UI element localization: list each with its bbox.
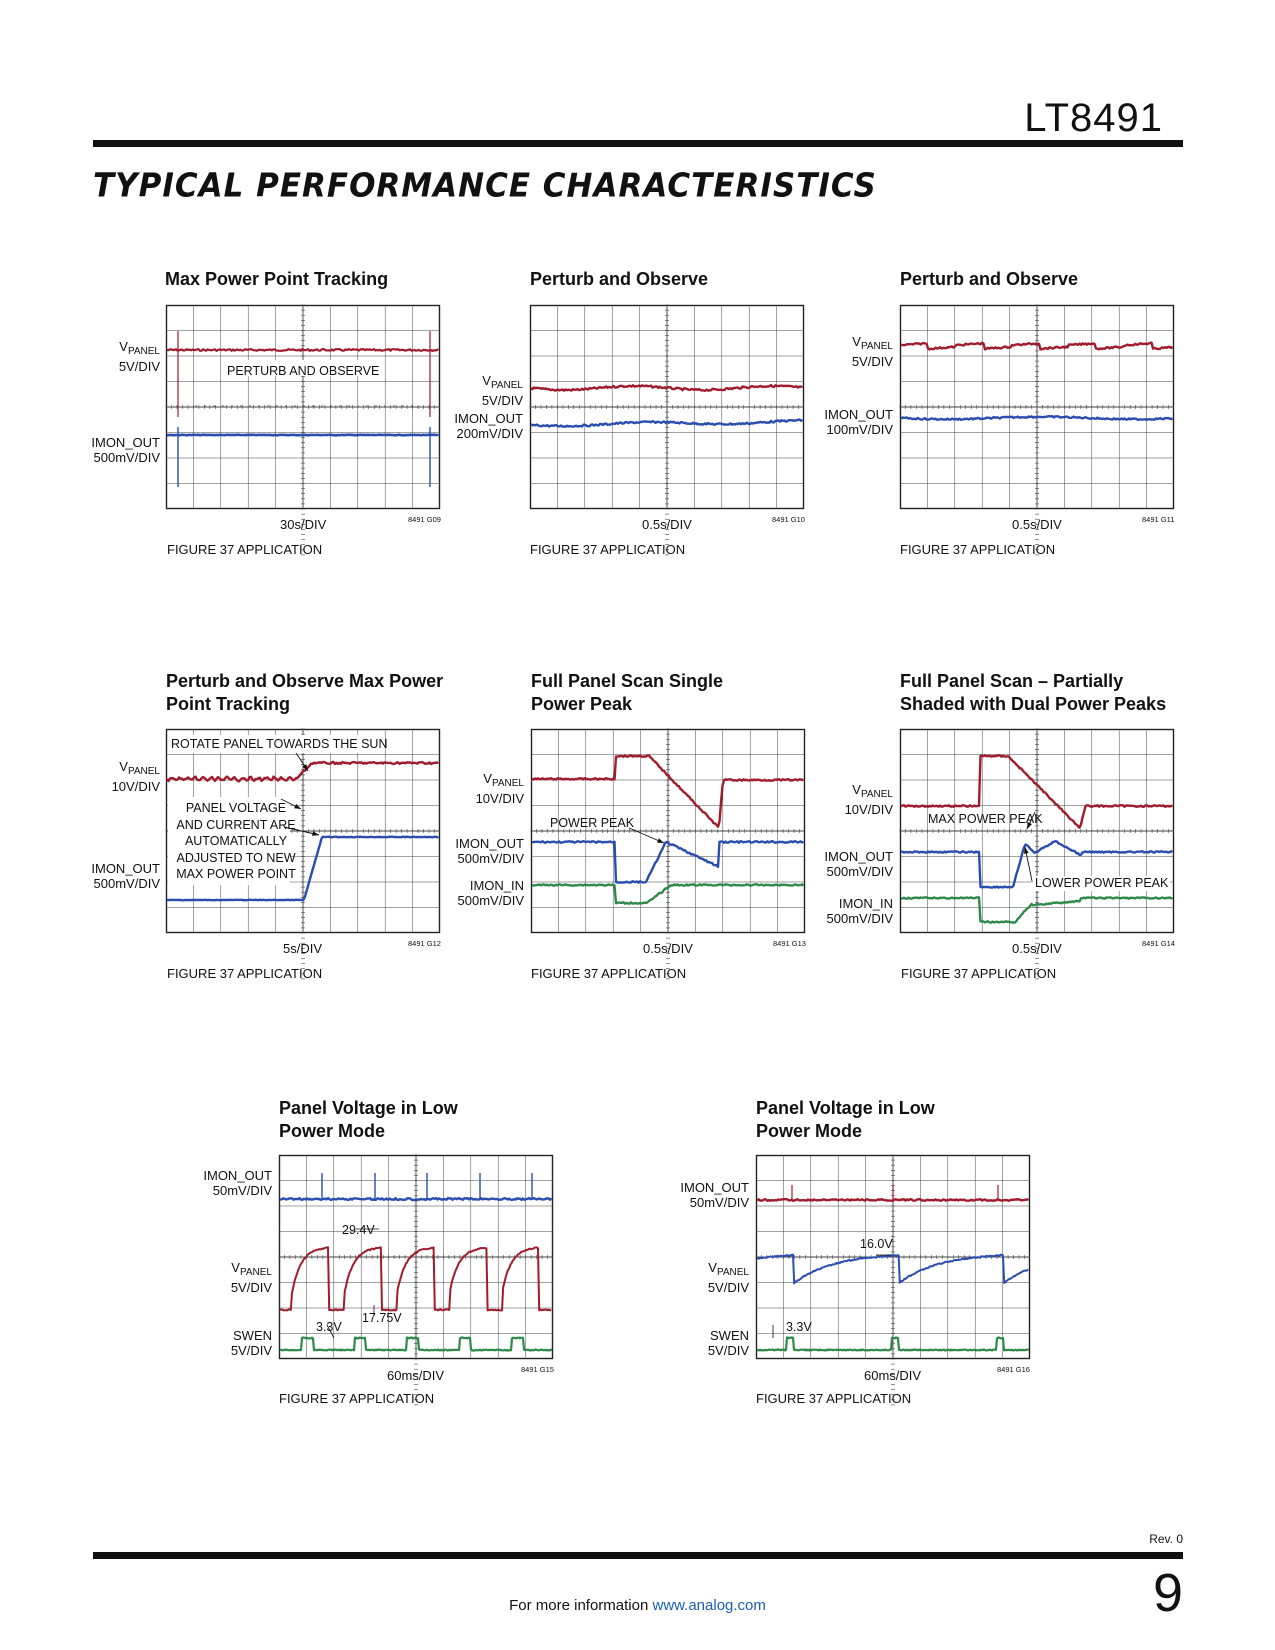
figure-caption: FIGURE 37 APPLICATION (530, 542, 686, 557)
chart-title: Panel Voltage in Low Power Mode (279, 1098, 458, 1141)
chart-title: Panel Voltage in Low Power Mode (756, 1098, 935, 1141)
page-number: 9 (1152, 1563, 1183, 1623)
chart-title: Perturb and Observe Max Power Point Tracking (166, 671, 444, 714)
revision: Rev. 0 (1149, 1532, 1183, 1546)
trace-label-imon-in: IMON_IN 500mV/DIV (457, 878, 524, 908)
trace-label-vpanel: $V_{PANEL}$ 10V/DIV (475, 771, 524, 806)
figure-code: 8491 G10 (772, 515, 805, 524)
footer-rule (93, 1552, 1183, 1559)
figure-caption: FIGURE 37 APPLICATION (279, 1391, 435, 1406)
figure-code: 8491 G15 (521, 1365, 554, 1374)
time-division: 0.5s/DIV (1012, 941, 1062, 956)
time-division: 5s/DIV (283, 941, 323, 956)
scope-plot-g11 (900, 305, 1174, 509)
figure-code: 8491 G16 (997, 1365, 1030, 1374)
annotation: 3.3V (316, 1320, 342, 1334)
trace-label-vpanel: $V_{PANEL}$ 10V/DIV (111, 759, 160, 794)
trace-label-vpanel: $V_{PANEL}$ 5V/DIV (118, 339, 160, 374)
trace-label-imon-out: IMON_OUT 500mV/DIV (824, 849, 893, 879)
chart-title: Max Power Point Tracking (165, 269, 389, 289)
dot-marker (375, 405, 376, 406)
chart-title: Perturb and Observe (900, 269, 1079, 289)
time-division: 60ms/DIV (864, 1368, 922, 1383)
trace-label-swen: SWEN 5V/DIV (230, 1328, 272, 1358)
dot-marker (258, 405, 259, 406)
figure-code: 8491 G13 (773, 939, 806, 948)
section-title: TYPICAL PERFORMANCE CHARACTERISTICS (93, 167, 877, 205)
figure-caption: FIGURE 37 APPLICATION (531, 966, 687, 981)
figure-code: 8491 G09 (408, 515, 441, 524)
dot-marker (366, 405, 367, 406)
scope-plot-g09 (166, 305, 440, 509)
figure-caption: FIGURE 37 APPLICATION (901, 966, 1057, 981)
trace-label-vpanel: $V_{PANEL}$ 5V/DIV (481, 373, 523, 408)
trace-label-imon-out: IMON_OUT 500mV/DIV (91, 435, 160, 465)
dot-marker (222, 405, 223, 406)
figure-caption: FIGURE 37 APPLICATION (756, 1391, 912, 1406)
dot-marker (384, 405, 385, 406)
time-division: 30s/DIV (280, 517, 327, 532)
trace-label-imon-out: IMON_OUT 50mV/DIV (203, 1168, 272, 1198)
dot-marker (267, 405, 268, 406)
trace-label-swen: SWEN 5V/DIV (707, 1328, 749, 1358)
time-division: 60ms/DIV (387, 1368, 445, 1383)
dot-marker (303, 405, 304, 406)
dot-marker (249, 405, 250, 406)
part-number: LT8491 (1024, 96, 1163, 140)
annotation: LOWER POWER PEAK (1035, 876, 1169, 890)
figure-caption: FIGURE 37 APPLICATION (167, 966, 323, 981)
annotation: PERTURB AND OBSERVE (227, 364, 380, 378)
dot-marker (240, 405, 241, 406)
annotation: 17.75V (362, 1311, 402, 1325)
time-division: 0.5s/DIV (643, 941, 693, 956)
time-division: 0.5s/DIV (1012, 517, 1062, 532)
dot-marker (339, 405, 340, 406)
header-rule (93, 140, 1183, 147)
scope-plot-g13 (531, 729, 805, 933)
time-division: 0.5s/DIV (642, 517, 692, 532)
trace-label-imon-out: IMON_OUT 50mV/DIV (680, 1180, 749, 1210)
trace-label-imon-in: IMON_IN 500mV/DIV (826, 896, 893, 926)
dot-marker (330, 405, 331, 406)
dot-marker (195, 405, 196, 406)
trace-label-vpanel: $V_{PANEL}$ 5V/DIV (851, 334, 893, 369)
trace-label-imon-out: IMON_OUT 100mV/DIV (824, 407, 893, 437)
chart-title: Perturb and Observe (530, 269, 709, 289)
website-link[interactable]: www.analog.com (652, 1597, 766, 1614)
annotation: MAX POWER PEAK (928, 812, 1043, 826)
dot-marker (285, 405, 286, 406)
trace-label-vpanel: $V_{PANEL}$ 5V/DIV (707, 1260, 749, 1295)
trace-label-imon-out: IMON_OUT 500mV/DIV (455, 836, 524, 866)
chart-title: Full Panel Scan – Partially Shaded with Dual Power Peaks (900, 671, 1167, 714)
chart-title: Full Panel Scan Single Power Peak (531, 671, 724, 714)
imon-out-trace (167, 435, 439, 436)
dot-marker (294, 405, 295, 406)
dot-marker (204, 405, 205, 406)
dot-marker (348, 405, 349, 406)
trace-label-vpanel: $V_{PANEL}$ 5V/DIV (230, 1260, 272, 1295)
trace-label-imon-out: IMON_OUT 500mV/DIV (91, 861, 160, 891)
scope-plot-g14 (900, 729, 1174, 933)
figure-caption: FIGURE 37 APPLICATION (900, 542, 1056, 557)
dot-marker (321, 405, 322, 406)
trace-label-imon-out: IMON_OUT 200mV/DIV (454, 411, 523, 441)
annotation: PANEL VOLTAGE AND CURRENT ARE AUTOMATICALLY ADJUSTED TO NEW MAX POWER POINT (176, 801, 296, 881)
figure-code: 8491 G14 (1142, 939, 1175, 948)
dot-marker (312, 405, 313, 406)
dot-marker (411, 405, 412, 406)
annotation: 16.0V (860, 1237, 893, 1251)
annotation: POWER PEAK (550, 816, 635, 830)
dot-marker (231, 405, 232, 406)
scope-plot-g10 (530, 305, 804, 509)
annotation: ROTATE PANEL TOWARDS THE SUN (171, 737, 388, 751)
trace-label-vpanel: $V_{PANEL}$ 10V/DIV (844, 782, 893, 817)
dot-marker (276, 405, 277, 406)
dot-marker (402, 405, 403, 406)
dot-marker (213, 405, 214, 406)
dot-marker (357, 405, 358, 406)
annotation: 29.4V (342, 1223, 375, 1237)
figure-caption: FIGURE 37 APPLICATION (167, 542, 323, 557)
footer-info: For more information www.analog.com (509, 1597, 766, 1614)
annotation: 3.3V (786, 1320, 812, 1334)
figure-code: 8491 G12 (408, 939, 441, 948)
dot-marker (393, 405, 394, 406)
figure-code: 8491 G11 (1142, 515, 1175, 524)
